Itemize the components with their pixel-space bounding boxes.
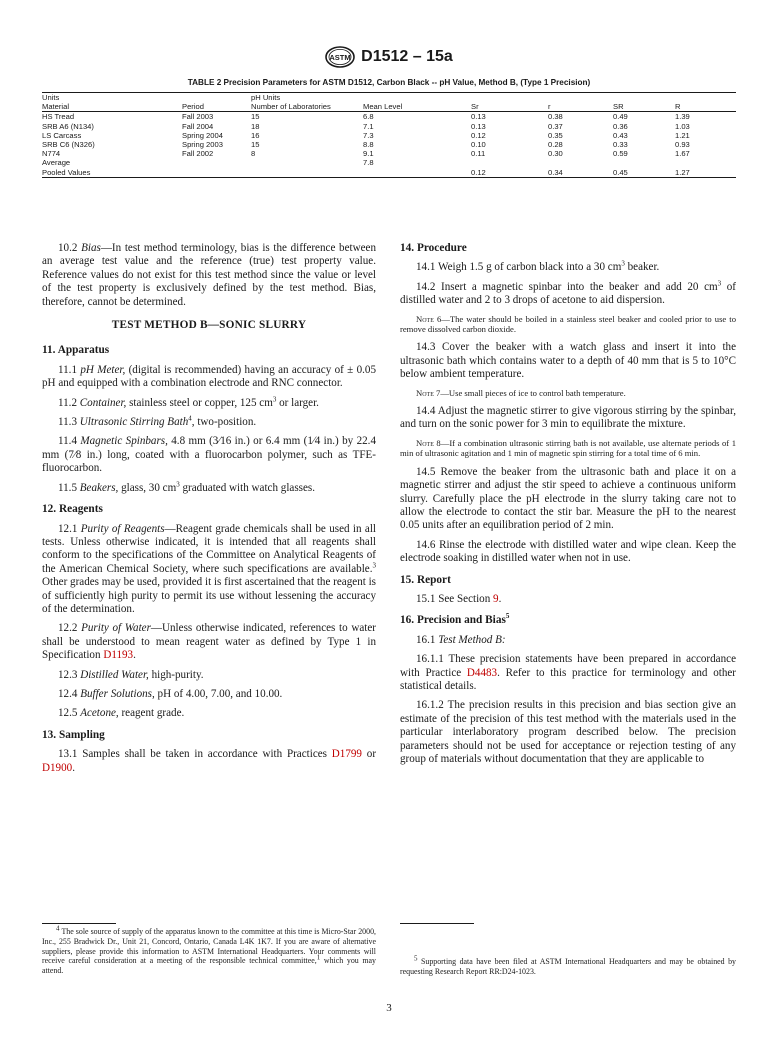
table-cell: 1.39 xyxy=(675,112,690,122)
header-cell xyxy=(363,93,471,103)
header-cell: SR xyxy=(613,102,675,112)
clause-text: beaker. xyxy=(624,261,660,274)
table-header-row xyxy=(42,102,736,112)
note-label: Note 6 xyxy=(416,313,442,324)
heading-text: 16. Precision and Bias xyxy=(400,614,506,627)
clause-text: —In test method terminology, bias is the difference between an average test value and the reference (true) test property value. Reference values do not exist for this test method since the value or level of the test property is exclusively defined by the test method. Bias, therefore, cannot be determined. xyxy=(42,242,377,308)
table-cell: 1.21 xyxy=(675,130,690,140)
table-cell: 0.59 xyxy=(613,149,628,159)
table-cell: 0.33 xyxy=(613,140,628,150)
paragraph-12-2 xyxy=(42,622,376,662)
method-heading: TEST METHOD B—SONIC SLURRY xyxy=(111,319,307,332)
clause-text: Other grades may be used, provided it is first ascertained that the reagent is of sufficiently high purity to permit its use without lessening the accuracy of the determination. xyxy=(42,576,376,615)
left-column xyxy=(42,242,376,781)
header-cell: Material xyxy=(42,102,182,112)
clause-text: high-purity. xyxy=(148,668,204,681)
table-cell xyxy=(182,158,251,167)
astm-logo-icon xyxy=(325,46,355,68)
document-id: D1512 – 15a xyxy=(361,48,453,65)
header-cell: pH Units xyxy=(251,93,363,103)
clause-number: 12.2 xyxy=(58,622,82,635)
table-cell: 0.12 xyxy=(471,130,486,140)
right-column xyxy=(400,242,736,772)
paragraph-16-1 xyxy=(400,634,736,647)
clause-text: (digital is recommended) having an accuracy of ± 0.05 pH and equipped with a combination electrode and RNC connector. xyxy=(42,363,376,390)
table-cell: Spring 2003 xyxy=(182,140,223,150)
clause-number: 11.1 xyxy=(58,363,81,376)
clause-term: Beakers, xyxy=(79,481,119,494)
table-cell: 18 xyxy=(251,121,260,131)
footnote-ref: 5 xyxy=(505,612,510,621)
clause-term: Ultrasonic Stirring Bath xyxy=(79,416,189,429)
table-cell: 7.3 xyxy=(363,130,374,140)
paragraph-12-1 xyxy=(42,523,376,617)
header-cell xyxy=(471,93,548,103)
table-cell xyxy=(182,168,251,178)
clause-text: or xyxy=(361,748,377,761)
footnote-text: which you may attend. xyxy=(42,956,377,976)
clause-number: 12.5 xyxy=(58,707,81,720)
table-cell: 15 xyxy=(251,140,260,150)
footnote-5 xyxy=(400,954,736,977)
footnote-text: The sole source of supply of the apparatus known to the committee at this time is Micro-Star 2000, Inc., 255 Bradwick Dr., Unit 21, Concord, Ontario, Canada L4K 1K7. If you are aware of alternative suppliers, please provide this information to ASTM International Headquarters. Your comments will receive careful consideration at a meeting of the responsible technical committee, xyxy=(42,927,376,966)
note-text: —The water should be boiled in a stainless steel beaker and cooled prior to use to remove dissolved carbon dioxide. xyxy=(400,313,736,335)
superscript: 3 xyxy=(272,394,277,403)
table-cell: 0.93 xyxy=(675,140,690,150)
clause-text: pH of 4.00, 7.00, and 10.00. xyxy=(154,687,283,700)
table-cell: 0.28 xyxy=(548,140,563,150)
clause-number: 11.3 xyxy=(58,416,80,429)
precision-table xyxy=(42,92,736,178)
paragraph-16-1-1 xyxy=(400,653,736,693)
table-cell xyxy=(251,168,363,178)
table-cell: SRB C6 (N326) xyxy=(42,140,95,150)
table-cell: 9.1 xyxy=(363,149,374,159)
reference-link-d1900[interactable]: D1900 xyxy=(42,761,73,774)
footnote-divider xyxy=(42,923,116,924)
clause-number: 11.5 xyxy=(58,481,80,494)
clause-term: pH Meter, xyxy=(80,363,126,376)
table-cell: N774 xyxy=(42,149,61,159)
table-cell: HS Tread xyxy=(42,112,75,122)
clause-text: . Refer to this practice for terminology and other statistical details. xyxy=(400,666,736,692)
section-link-9[interactable]: 9 xyxy=(493,592,499,605)
table-cell: 8 xyxy=(251,149,256,159)
table-cell: LS Carcass xyxy=(42,130,82,140)
clause-term: Buffer Solutions, xyxy=(80,687,155,700)
clause-text: , two-position. xyxy=(191,416,257,429)
table-cell: 7.8 xyxy=(363,158,374,168)
paragraph-16-1-2: 16.1.2 The precision results in this precision and bias section give an estimate of the precision of this test method with the materials used in the particular interlaboratory program described below. The precision parameters should not be used for acceptance or rejection testing of any group of materials without documentation that they are applicable to xyxy=(400,699,736,765)
table-cell: 6.8 xyxy=(363,112,374,122)
clause-text: of distilled water and 2 to 3 drops of acetone to aid dispersion. xyxy=(400,280,737,307)
footnote-ref: 4 xyxy=(188,414,192,423)
clause-number: 12.1 xyxy=(58,522,81,535)
note-6 xyxy=(400,314,736,335)
table-cell: Pooled Values xyxy=(42,168,182,178)
paragraph-14-1 xyxy=(400,261,736,274)
table-cell: Average xyxy=(42,158,71,168)
table-cell: Spring 2004 xyxy=(182,130,223,140)
paragraph-11-1 xyxy=(42,364,376,391)
paragraph-10-2 xyxy=(42,242,376,309)
section-heading-16 xyxy=(400,614,736,627)
table-cell: 0.11 xyxy=(471,149,486,159)
footnote-4 xyxy=(42,924,377,976)
table-cell: 0.36 xyxy=(613,121,628,131)
reference-link-d1799[interactable]: D1799 xyxy=(331,748,362,761)
clause-number: 11.4 xyxy=(58,435,81,448)
clause-term: Magnetic Spinbars, xyxy=(80,435,168,448)
footnote-mark: 5 xyxy=(414,954,418,963)
clause-term: Bias xyxy=(81,242,101,254)
clause-text: glass, 30 cm xyxy=(118,481,177,494)
paragraph-12-5 xyxy=(42,707,376,720)
clause-term: Distilled Water, xyxy=(80,668,149,681)
clause-text: graduated with watch glasses. xyxy=(179,481,315,494)
table-cell: 0.13 xyxy=(471,112,486,122)
table-cell: 0.35 xyxy=(548,130,563,140)
paragraph-11-4 xyxy=(42,435,376,475)
clause-term: Purity of Reagents xyxy=(80,522,165,535)
paragraph-14-4: 14.4 Adjust the magnetic stirrer to give vigorous stirring by the spinbar, and turn on the sonic power for 3 min to equilibrate the mixture. xyxy=(400,405,736,431)
table-row xyxy=(42,140,736,149)
table-cell: 8.8 xyxy=(363,140,374,150)
table-row xyxy=(42,131,736,140)
clause-number: 10.2 xyxy=(58,242,82,254)
clause-text: reagent grade. xyxy=(118,707,185,720)
table-cell: Fall 2002 xyxy=(182,149,214,159)
table-cell: Fall 2004 xyxy=(182,121,214,131)
table-cell: 1.27 xyxy=(675,168,736,178)
header-cell: Number of Laboratories xyxy=(251,102,363,112)
paragraph-11-5 xyxy=(42,482,376,495)
table-cell xyxy=(363,168,471,178)
table-cell: Fall 2003 xyxy=(182,112,214,122)
table-cell: 1.67 xyxy=(675,149,690,159)
reference-link-d4483[interactable]: D4483 xyxy=(466,666,498,679)
table-cell xyxy=(613,158,675,167)
clause-term: Acetone, xyxy=(80,707,119,720)
table-cell: 0.34 xyxy=(548,168,613,178)
paragraph-12-4 xyxy=(42,688,376,701)
footnote-divider xyxy=(400,923,474,924)
header-cell: Sr xyxy=(471,102,548,112)
table-cell: 0.13 xyxy=(471,121,486,131)
clause-term: Test Method B: xyxy=(438,633,506,646)
clause-text: . xyxy=(72,761,75,774)
table-body xyxy=(42,112,736,177)
table-cell xyxy=(675,158,736,167)
section-heading-15: 15. Report xyxy=(400,573,451,586)
table-cell: 0.45 xyxy=(613,168,675,178)
table-cell: 0.43 xyxy=(613,130,628,140)
paragraph-14-3: 14.3 Cover the beaker with a watch glass and insert it into the ultrasonic bath which contains water to a depth of 40 mm that is 5 to 10°C below ambient temperature. xyxy=(400,341,736,381)
clause-text: —Unless otherwise indicated, references to water shall be understood to mean reagent water as defined by Type 1 in Specification xyxy=(42,622,376,662)
note-7 xyxy=(400,388,736,398)
section-heading-11: 11. Apparatus xyxy=(42,344,110,357)
paragraph-11-2 xyxy=(42,394,376,410)
paragraph-14-2 xyxy=(400,281,736,308)
table-cell xyxy=(471,158,548,167)
clause-text: 13.1 Samples shall be taken in accordance with Practices xyxy=(58,748,332,761)
header-cell: Mean Level xyxy=(363,102,471,112)
clause-text: 15.1 See Section xyxy=(416,592,494,605)
table-row xyxy=(42,122,736,131)
header-cell xyxy=(548,93,613,103)
note-label: Note 8 xyxy=(416,437,441,448)
clause-number: 11.2 xyxy=(58,396,80,409)
header-cell xyxy=(675,93,736,103)
clause-number: 12.4 xyxy=(58,687,81,700)
clause-text: —Reagent grade chemicals shall be used in all tests. Unless otherwise indicated, it is intended that all reagents shall conform to the specifications of the Committee on Analytical Reagents of the American Chemical Society, where such specifications are available. xyxy=(42,522,377,575)
logo-lettering: ASTM xyxy=(329,53,351,62)
header-cell: R xyxy=(675,102,736,112)
table-title: TABLE 2 Precision Parameters for ASTM D1512, Carbon Black -- pH Value, Method B, (Type 1 Precision) xyxy=(187,78,591,87)
section-heading-12: 12. Reagents xyxy=(42,503,103,516)
clause-text: . xyxy=(498,592,502,605)
superscript: 3 xyxy=(717,279,722,288)
clause-term: Purity of Water xyxy=(81,622,151,635)
footnote-ref: 3 xyxy=(372,561,376,570)
table-row xyxy=(42,168,736,178)
paragraph-12-3 xyxy=(42,669,376,682)
note-text: —If a combination ultrasonic stirring bath is not available, use alternate periods of 1 min of ultrasonic agitation and 1 min of magnetic spin stirring for a total time of 6 min. xyxy=(400,437,736,459)
section-heading-13: 13. Sampling xyxy=(42,728,105,741)
clause-number: 16.1 xyxy=(416,633,439,646)
footnote-text: Supporting data have been filed at ASTM International Headquarters and may be obtained by requesting Research Report RR:D24-1023. xyxy=(400,957,736,976)
clause-text: 14.2 Insert a magnetic spinbar into the beaker and add 20 cm xyxy=(416,280,718,293)
paragraph-13-1 xyxy=(42,748,376,775)
page-header xyxy=(0,46,778,68)
header-cell xyxy=(613,93,675,103)
clause-term: Container, xyxy=(79,396,127,409)
note-label: Note 7 xyxy=(416,387,441,398)
clause-text: stainless steel or copper, 125 cm xyxy=(126,396,273,409)
table-cell: 1.03 xyxy=(675,121,690,131)
table-cell: SRB A6 (N134) xyxy=(42,121,94,131)
table-cell: 15 xyxy=(251,112,260,122)
clause-text: . xyxy=(133,649,136,662)
clause-text: 4.8 mm (3⁄16 in.) or 6.4 mm (1⁄4 in.) by 22.4 mm (7⁄8 in.) long, coated with a fluorocarbon polymer, such as TFE-fluorocarbon. xyxy=(42,435,376,475)
header-cell xyxy=(182,93,251,103)
table-cell: 16 xyxy=(251,130,260,140)
table-cell: 0.10 xyxy=(471,140,486,150)
table-cell: 0.38 xyxy=(548,112,563,122)
header-cell: Period xyxy=(182,102,251,112)
note-text: —Use small pieces of ice to control bath temperature. xyxy=(440,387,626,398)
table-cell: 0.49 xyxy=(613,112,628,122)
superscript: 3 xyxy=(621,259,625,268)
page-number: 3 xyxy=(386,1002,392,1014)
table-cell: 0.37 xyxy=(548,121,563,131)
header-cell: r xyxy=(548,102,613,112)
clause-text: 16.1.1 These precision statements have been prepared in accordance with Practice xyxy=(400,653,736,679)
paragraph-14-6: 14.6 Rinse the electrode with distilled water and wipe clean. Keep the electrode soaking in distilled water when not in use. xyxy=(400,538,736,565)
footnote-mark: 4 xyxy=(56,924,60,933)
table-row xyxy=(42,149,736,158)
table-cell xyxy=(548,158,613,167)
table-row xyxy=(42,112,736,122)
table-cell: 0.12 xyxy=(471,168,548,178)
paragraph-15-1 xyxy=(400,593,736,606)
reference-link-d1193[interactable]: D1193 xyxy=(103,649,134,662)
table-cell: 0.30 xyxy=(548,149,563,159)
footnote-ref: 1 xyxy=(316,953,321,962)
table-row xyxy=(42,158,736,167)
clause-number: 12.3 xyxy=(58,668,81,681)
paragraph-11-3 xyxy=(42,416,376,429)
section-heading-14: 14. Procedure xyxy=(400,242,467,254)
table-header-row xyxy=(42,93,736,103)
clause-text: or larger. xyxy=(276,396,319,409)
clause-text: 14.1 Weigh 1.5 g of carbon black into a 30 cm xyxy=(416,261,622,274)
note-8 xyxy=(400,438,736,459)
table-cell: 7.1 xyxy=(363,121,374,131)
superscript: 3 xyxy=(176,480,180,488)
table-cell xyxy=(251,158,363,167)
header-cell: Units xyxy=(42,93,182,103)
paragraph-14-5: 14.5 Remove the beaker from the ultrasonic bath and place it on a magnetic stirrer and adjust the stir speed to achieve a continuous uniform slurry. Carefully place the pH electrode in the slurry taking care not to allow the electrode to contact the stir bar. Measure the pH to the nearest 0.05 units after an equilibration period of 2 min. xyxy=(400,465,736,532)
